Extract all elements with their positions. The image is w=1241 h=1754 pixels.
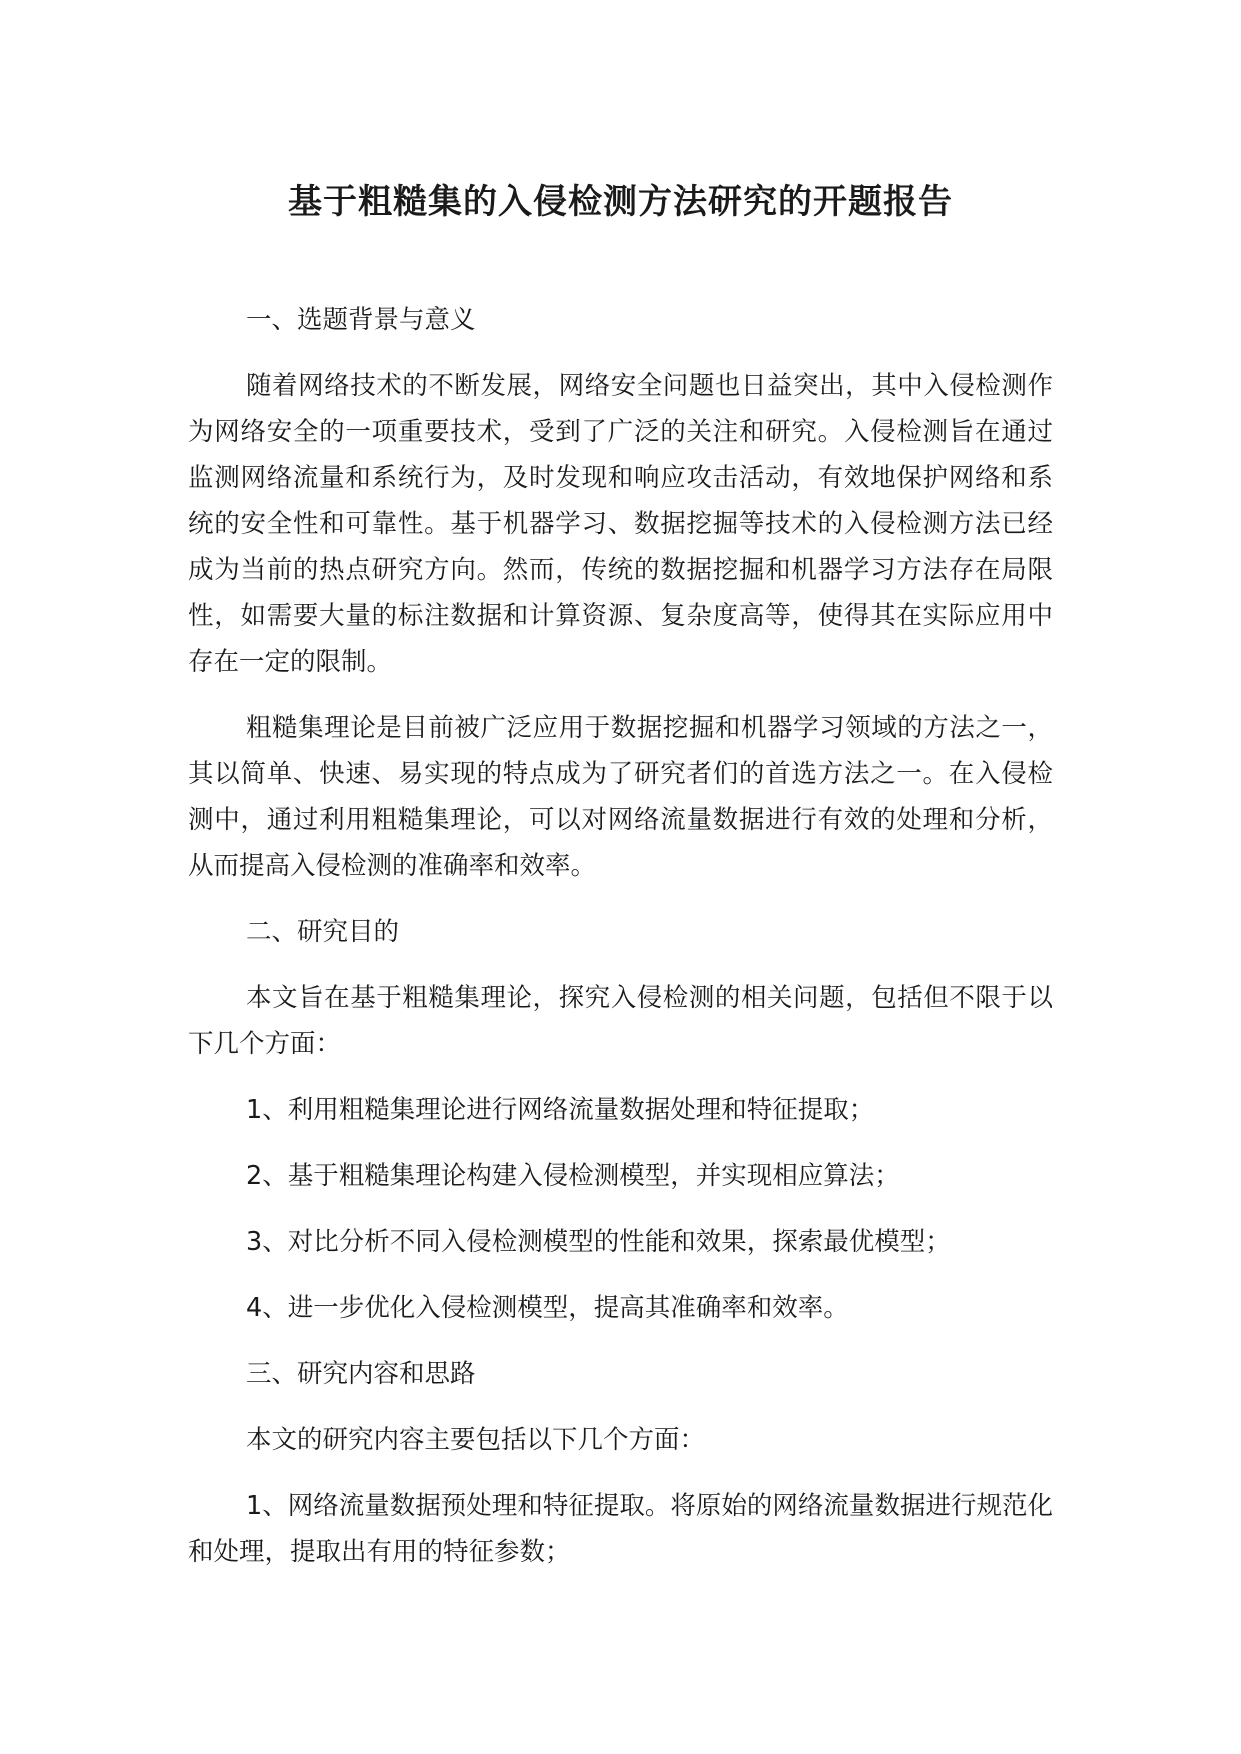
list-item: 4、进一步优化入侵检测模型，提高其准确率和效率。	[246, 1293, 849, 1323]
document-body	[188, 297, 1053, 1595]
document-title: 基于粗糙集的入侵检测方法研究的开题报告	[288, 182, 953, 222]
list-item: 1、网络流量数据预处理和特征提取。将原始的网络流量数据进行规范化和处理，提取出有用的特征参数；	[188, 1491, 1053, 1567]
list-item: 3、对比分析不同入侵检测模型的性能和效果，探索最优模型；	[246, 1227, 951, 1257]
paragraph-rough-set: 粗糙集理论是目前被广泛应用于数据挖掘和机器学习领域的方法之一，其以简单、快速、易实现的特点成为了研究者们的首选方法之一。在入侵检测中，通过利用粗糙集理论，可以对网络流量数据进行有效的处理和分析，从而提高入侵检测的准确率和效率。	[188, 713, 1053, 881]
list-item: 2、基于粗糙集理论构建入侵检测模型，并实现相应算法；	[246, 1161, 900, 1191]
section-heading-content: 三、研究内容和思路	[246, 1359, 476, 1389]
list-item: 1、利用粗糙集理论进行网络流量数据处理和特征提取；	[246, 1095, 875, 1125]
document-page	[188, 0, 1053, 1754]
paragraph-background: 随着网络技术的不断发展，网络安全问题也日益突出，其中入侵检测作为网络安全的一项重要技术，受到了广泛的关注和研究。入侵检测旨在通过监测网络流量和系统行为，及时发现和响应攻击活动，有效地保护网络和系统的安全性和可靠性。基于机器学习、数据挖掘等技术的入侵检测方法已经成为当前的热点研究方向。然而，传统的数据挖掘和机器学习方法存在局限性，如需要大量的标注数据和计算资源、复杂度高等，使得其在实际应用中存在一定的限制。	[188, 371, 1053, 677]
paragraph-purpose-intro: 本文旨在基于粗糙集理论，探究入侵检测的相关问题，包括但不限于以下几个方面：	[188, 983, 1053, 1059]
section-heading-purpose: 二、研究目的	[246, 917, 400, 947]
section-heading-background: 一、选题背景与意义	[246, 305, 476, 335]
paragraph-content-intro: 本文的研究内容主要包括以下几个方面：	[246, 1425, 706, 1455]
